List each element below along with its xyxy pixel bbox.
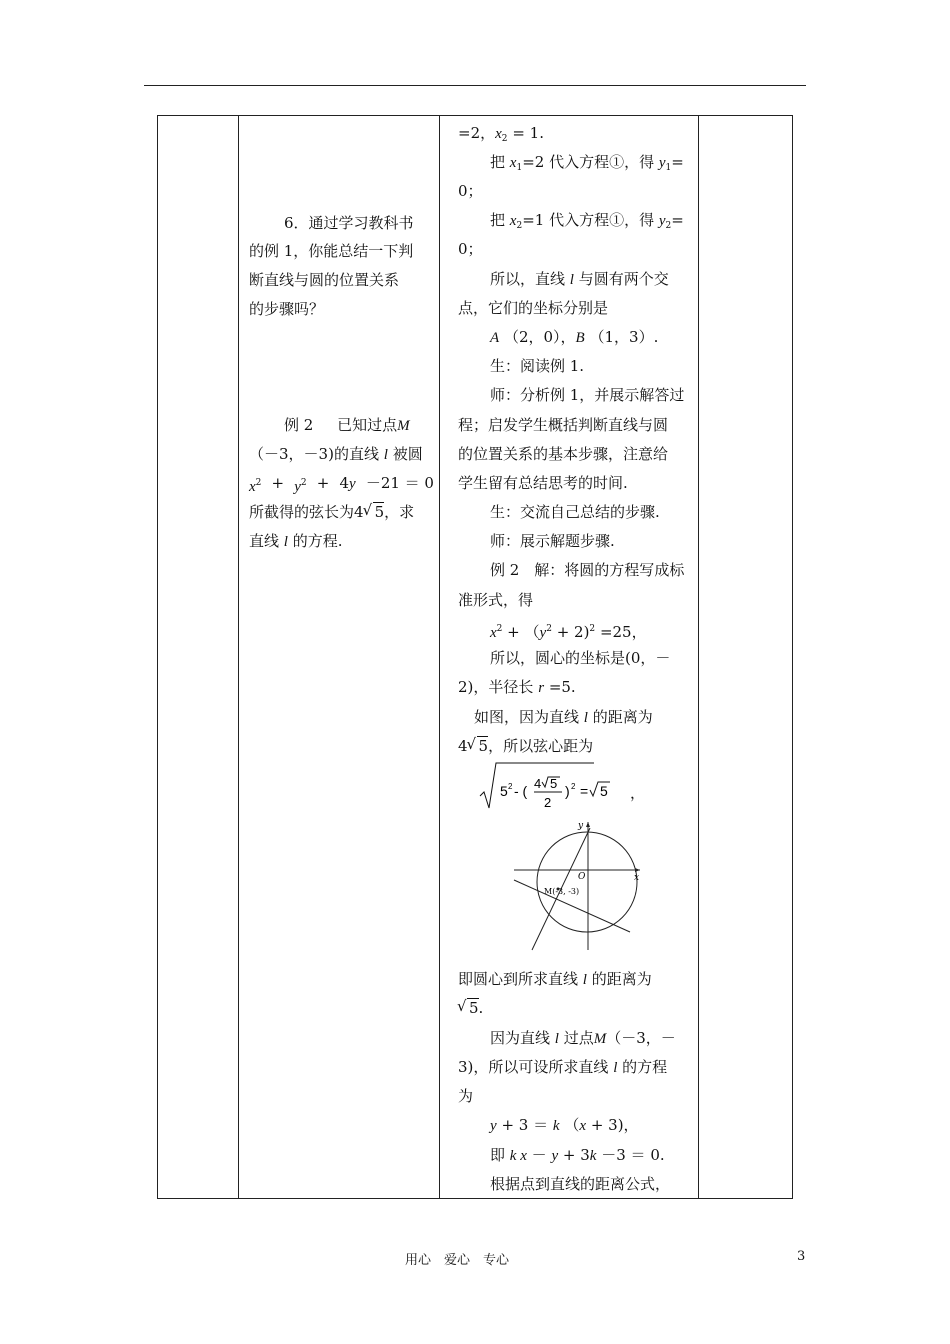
- line-equation: 即 k x － y + 3k －3 ＝ 0.: [490, 1146, 665, 1164]
- svg-text:5: 5: [500, 783, 508, 799]
- text-line: 程；启发学生概括判断直线与圆: [458, 416, 669, 434]
- text-line: 如图，因为直线 l 的距离为: [474, 708, 653, 726]
- column-divider: [439, 116, 440, 1198]
- text-line: 的位置关系的基本步骤，注意给: [458, 445, 669, 463]
- svg-text:4: 4: [534, 776, 542, 791]
- text-line: √ 5.: [458, 1001, 483, 1016]
- q6-line: 的例 1，你能总结一下判: [249, 242, 414, 260]
- text-line: 例 2 解：将圆的方程写成标: [490, 561, 685, 579]
- origin-label: O: [578, 872, 586, 882]
- q6-line: 6．通过学习教科书: [284, 214, 414, 232]
- ex2-line: 所截得的弦长为4√ 5，求: [249, 505, 414, 520]
- svg-text:2: 2: [571, 782, 576, 791]
- text-line: 3)，所以可设所求直线 l 的方程: [458, 1058, 668, 1076]
- point-label: M(-3, -3): [544, 887, 580, 896]
- line-equation: y + 3 ＝ k （x + 3)，: [490, 1116, 639, 1134]
- text-line: 生：阅读例 1.: [490, 357, 585, 375]
- column-divider: [238, 116, 239, 1198]
- text-line: A （2，0），B （1，3）.: [490, 328, 659, 346]
- page-footer: 用心 爱心 专心: [405, 1253, 510, 1268]
- standard-form-equation: $x^2 + (y^2 + 2)^2 =25$，: [490, 623, 647, 641]
- circle-figure: [510, 818, 644, 954]
- text-line: 因为直线 l 过点M（－3，－: [490, 1029, 676, 1047]
- text-line: 把 $x_1=2$ 代入方程①，得 $y_1=$: [490, 153, 684, 173]
- svg-text:5: 5: [600, 783, 608, 799]
- text-line: 即圆心到所求直线 l 的距离为: [458, 970, 652, 988]
- text-line: 点，它们的坐标分别是: [458, 299, 609, 317]
- page-number: 3: [797, 1249, 806, 1264]
- text-line: 生：交流自己总结的步骤.: [490, 503, 660, 521]
- svg-text:=: =: [580, 783, 589, 799]
- text-line: 根据点到直线的距离公式，: [490, 1175, 671, 1193]
- text-line: 所以，直线 l 与圆有两个交: [490, 270, 669, 288]
- q6-line: 断直线与圆的位置关系: [249, 271, 400, 289]
- svg-text:- (: - (: [514, 783, 528, 799]
- y-axis-label: y: [578, 821, 584, 831]
- ex2-line: 例 2 已知过点M: [284, 416, 410, 434]
- svg-text:5: 5: [550, 776, 558, 791]
- ex2-line: 直线 l 的方程.: [249, 532, 343, 550]
- svg-text:): ): [565, 783, 570, 799]
- text-line: 为: [458, 1087, 474, 1105]
- text-line: 2)，半径长 r =5.: [458, 678, 576, 696]
- svg-text:2: 2: [544, 795, 552, 810]
- text-line: 所以，圆心的坐标是(0，－: [490, 649, 671, 667]
- header-rule: [144, 85, 806, 86]
- text-line: =2，$x_2 = 1$.: [458, 124, 544, 144]
- text-line: 4√ 5，所以弦心距为: [458, 739, 593, 754]
- chord-distance-formula: [478, 760, 628, 812]
- x-axis-label: x: [634, 873, 640, 883]
- text-line: ，: [630, 784, 646, 802]
- text-line: 准形式，得: [458, 591, 534, 609]
- text-line: 学生留有总结思考的时间.: [458, 474, 628, 492]
- text-line: 师：展示解题步骤.: [490, 532, 615, 550]
- text-line: 0；: [458, 182, 483, 200]
- svg-text:2: 2: [508, 782, 513, 791]
- ex2-line: （－3，－3)的直线 l 被圆: [249, 445, 423, 463]
- text-line: 把 $x_2=1$ 代入方程①，得 $y_2=$: [490, 211, 684, 231]
- q6-line: 的步骤吗？: [249, 300, 325, 318]
- circle-equation: $x^2$ + $y^2$ + 4y －21 ＝ 0: [249, 474, 434, 495]
- text-line: 0；: [458, 240, 483, 258]
- text-line: 师：分析例 1，并展示解答过: [490, 386, 685, 404]
- lesson-table: [157, 115, 793, 1199]
- column-divider: [698, 116, 699, 1198]
